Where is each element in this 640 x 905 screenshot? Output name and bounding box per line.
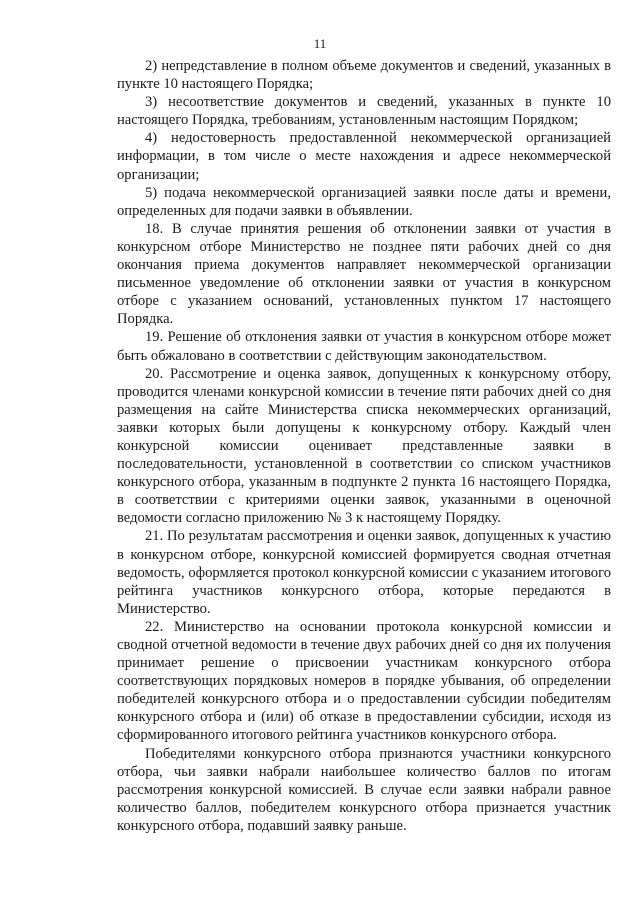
paragraph-clause-22: 22. Министерство на основании протокола конкурсной комиссии и сводной отчетной ведомости в течение двух рабочих дней со дня их получения принимает решение о присвоении участникам конкурсного отбора соответствующих порядковых номеров в порядке убывания, об определении победителей конкурсного отбора и о предоставлении субсидии победителям конкурсного отбора и (или) об отказе в предоставлении субсидии, исходя из сформированного итогового рейтинга участников конкурсного отбора. [117,618,611,744]
paragraph-clause-20: 20. Рассмотрение и оценка заявок, допущенных к конкурсному отбору, проводится членами конкурсной комиссии в течение пяти рабочих дней со дня размещения на сайте Министерства списка некоммерческих организаций, заявки которых были допущены к конкурсному отбору. Каждый член конкурсной комиссии оценивает представленные заявки в последовательности, установленной в соответствии со списком участников конкурсного отбора, указанным в подпункте 2 пункта 16 настоящего Порядка, в соответствии с критериями оценки заявок, указанными в оценочной ведомости согласно приложению № 3 к настоящему Порядку. [117,365,611,527]
paragraph-item-5: 5) подача некоммерческой организацией заявки после даты и времени, определенных для подачи заявки в объявлении. [117,184,611,219]
paragraph-item-4: 4) недостоверность предоставленной некоммерческой организацией информации, в том числе о месте нахождения и адресе некоммерческой организации; [117,130,611,183]
document-body [117,57,611,835]
paragraph-item-2: 2) непредставление в полном объеме документов и сведений, указанных в пункте 10 настоящего Порядка; [117,58,611,93]
page-number: 11 [313,36,327,51]
paragraph-winners: Победителями конкурсного отбора признаются участники конкурсного отбора, чьи заявки набрали наибольшее количество баллов по итогам рассмотрения конкурсной комиссией. В случае если заявки набрали равное количество баллов, победителем конкурсного отбора признается участник конкурсного отбора, подавший заявку раньше. [117,745,611,834]
paragraph-clause-18: 18. В случае принятия решения об отклонении заявки от участия в конкурсном отборе Министерство не позднее пяти рабочих дней со дня окончания приема документов направляет некоммерческой организации письменное уведомление об отклонении заявки от участия в конкурсном отборе с указанием оснований, установленных пунктом 17 настоящего Порядка. [117,220,611,328]
paragraph-clause-19: 19. Решение об отклонения заявки от участия в конкурсном отборе может быть обжаловано в соответствии с действующим законодательством. [117,329,611,364]
paragraph-clause-21: 21. По результатам рассмотрения и оценки заявок, допущенных к участию в конкурсном отборе, конкурсной комиссией формируется сводная отчетная ведомость, оформляется протокол конкурсной комиссии с указанием итогового рейтинга участников конкурсного отбора, которые передаются в Министерство. [117,528,611,617]
paragraph-item-3: 3) несоответствие документов и сведений, указанных в пункте 10 настоящего Порядка, требованиям, установленным настоящим Порядком; [117,94,611,129]
